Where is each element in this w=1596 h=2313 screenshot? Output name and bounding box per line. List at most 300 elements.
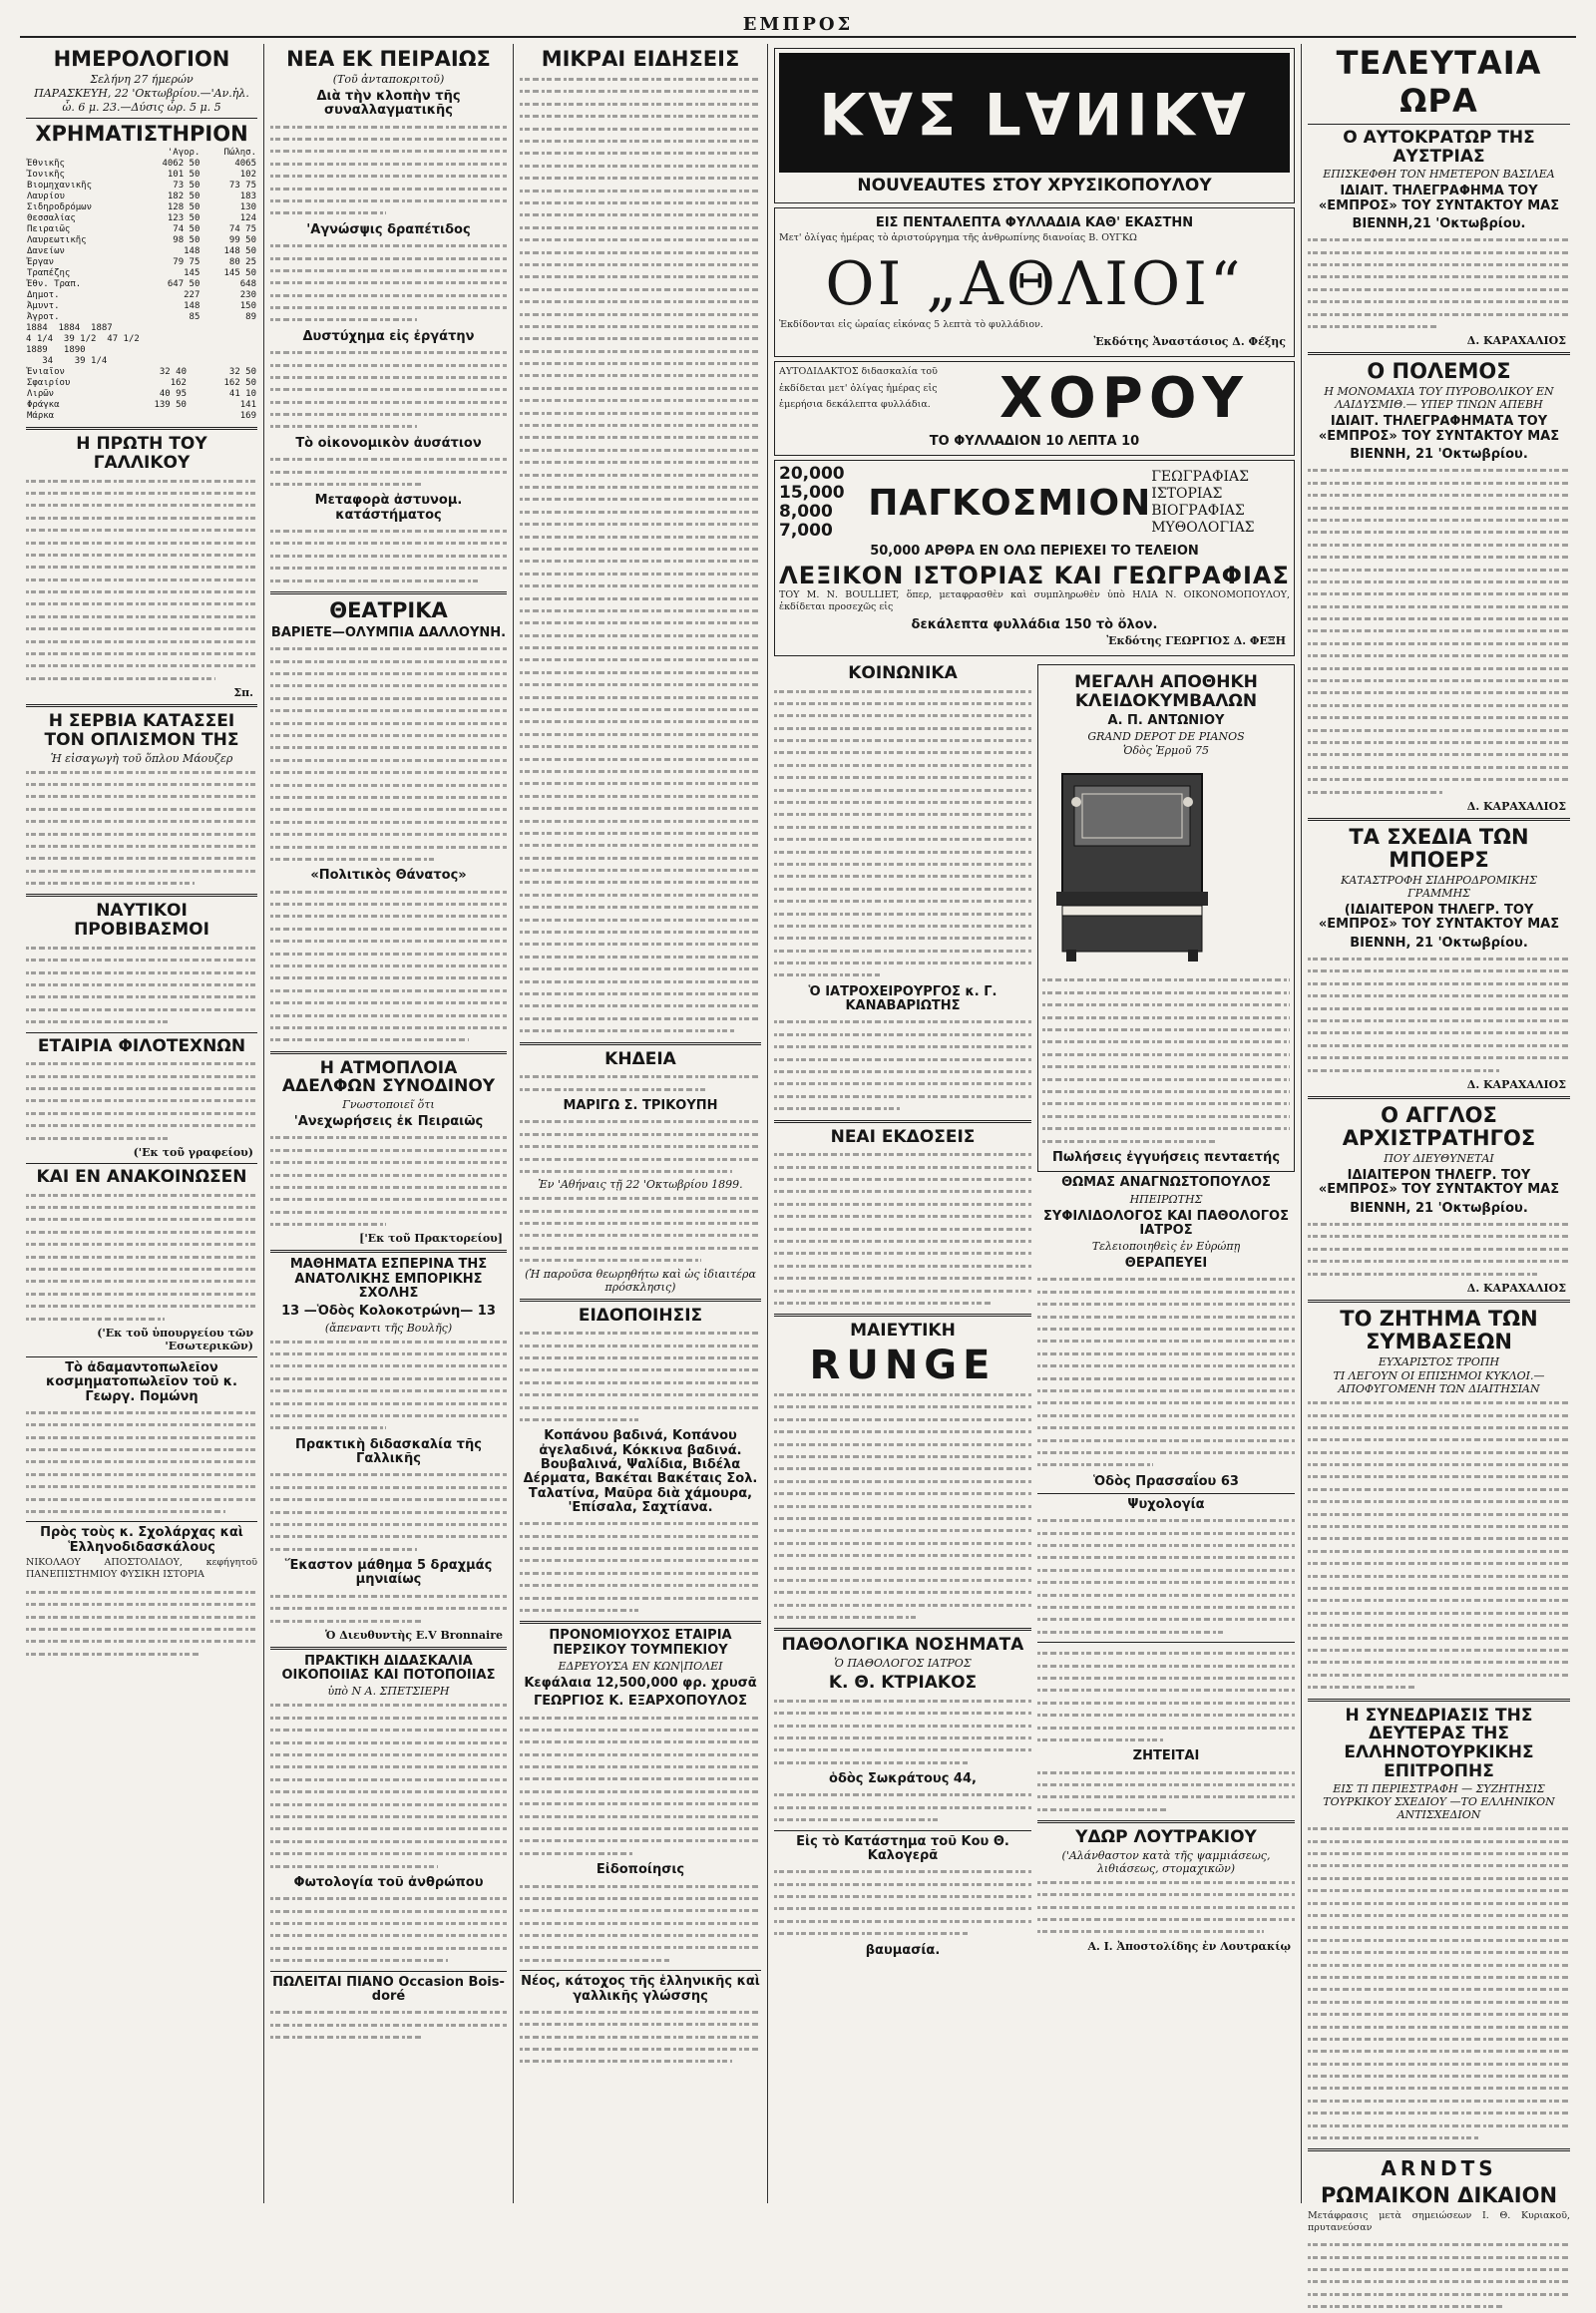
article-title: Ο ΠΟΛΕΜΟΣ (1367, 359, 1511, 384)
article-lead: Πρὸς τοὺς κ. Σχολάρχας καὶ Ἑλληνοδιδασκάλους (40, 1525, 243, 1555)
text-line (26, 766, 257, 778)
text-line (520, 110, 761, 122)
text-line (520, 951, 761, 963)
text-line (270, 383, 507, 395)
text-line (774, 1210, 1031, 1222)
text-line (774, 1524, 1031, 1536)
exchange-name: Λαυρεωτικῆς (27, 235, 87, 246)
text-line (26, 524, 257, 536)
ad-lexicon (774, 460, 1295, 655)
ad-subhead: ΠΩΛΕΙΤΑΙ ΠΙΑΝΟ Occasion Bois-doré (272, 1974, 505, 2004)
text-line (26, 1288, 257, 1300)
text-line (520, 1229, 761, 1241)
text-line (520, 246, 761, 258)
text-line (520, 1024, 734, 1036)
text-line (270, 1892, 507, 1904)
text-line (1037, 1458, 1153, 1470)
exchange-value: 145 50 (223, 268, 256, 279)
text-line (520, 345, 761, 357)
article-body (1308, 953, 1570, 1076)
text-line (1308, 1644, 1570, 1656)
text-line (270, 667, 507, 679)
article-title: ΤΑ ΣΧΕΔΙΑ ΤΩΝ ΜΠΟΕΡΣ (1349, 824, 1529, 873)
deceased-name: ΜΑΡΙΓΩ Σ. ΤΡΙΚΟΥΠΗ (563, 1098, 718, 1114)
text-line (520, 1413, 638, 1425)
text-line (26, 954, 257, 965)
text-line (1308, 786, 1444, 798)
text-line (270, 346, 507, 358)
ad-subtitle: (ἄπεναντι τῆς Βουλῆς) (324, 1321, 453, 1335)
text-line (26, 840, 257, 852)
text-line (774, 1425, 1031, 1437)
exchange-value: 101 50 (167, 170, 200, 181)
text-line (26, 1094, 257, 1106)
exchange-value: 41 10 (228, 389, 256, 400)
article-subhead: Ὁ ΙΑΤΡΟΧΕΙΡΟΥΡΓΟΣ κ. Γ. ΚΑΝΑΒΑΡΙΩΤΗΣ (808, 983, 998, 1014)
text-line (1308, 320, 1436, 332)
text-line (520, 1822, 761, 1834)
text-line (26, 585, 257, 597)
text-line (774, 1462, 1031, 1474)
text-line (774, 945, 1031, 957)
text-line (774, 1512, 1031, 1524)
telegram-date: ΒΙΕΝΝΗ,21 'Οκτωβρίου. (1352, 215, 1526, 231)
ad-subhead: Ἕκαστον μάθημα 5 δραχμάς μηνιαίως (284, 1558, 493, 1588)
ad-subhead: ΖΗΤΕΙΤΑΙ (1132, 1748, 1200, 1764)
article-body (1308, 233, 1570, 332)
text-line (520, 1217, 761, 1229)
text-line (270, 206, 386, 218)
text-line (270, 1760, 507, 1772)
text-line (520, 444, 761, 456)
ad-body (270, 1336, 507, 1434)
text-line (1308, 2008, 1570, 2020)
article-title: ΝΕΑΙ ΕΚΔΟΣΕΙΣ (830, 1126, 976, 1147)
article-body (774, 1148, 1031, 1309)
text-line (270, 704, 507, 716)
text-line (520, 975, 761, 987)
text-line (774, 709, 1031, 721)
text-line (520, 1592, 761, 1604)
article-subhead: ΒΑΡΙΕΤΕ—ΟΛΥΜΠΙΑ ΔΑΛΛΟΥΝΗ. (270, 624, 507, 640)
text-line (520, 1115, 761, 1127)
ad-caption: NOUVEAUTES ΣΤΟΥ ΧΡΥΣΙΚΟΠΟΥΛΟΥ (857, 176, 1212, 195)
article-title: ΝΕΑ ΕΚ ΠΕΙΡΑΙΩΣ (286, 47, 491, 71)
text-line (520, 172, 761, 184)
exchange-value: 89 (245, 312, 256, 323)
exchange-name: Ἀμυντ. (27, 301, 60, 312)
text-line (1308, 1822, 1570, 1834)
article-title: ΤΟ ΖΗΤΗΜΑ ΤΩΝ ΣΥΜΒΑΣΕΩΝ (1340, 1306, 1538, 1354)
article-subhead: 'Αγνώσψις δραπέτιδος (306, 221, 471, 237)
ad-author: ΤΟΥ Μ. Ν. BOULLIET, ὅπερ, μεταφρασθὲν καὶ συμπληρωθὲν ὑπὸ ΗΛΙΑ Ν. ΟΙΚΟΝΟΜΟΠΟΥΛΟΥ, ἐκδίδεται προσεχῶς εἰς (779, 588, 1290, 613)
text-line (26, 512, 257, 524)
text-line (774, 908, 1031, 920)
text-line (520, 332, 761, 344)
exchange-extra-line: 4 1/4 39 1/2 47 1/2 (26, 334, 140, 345)
ad-subtitle: ΗΠΕΙΡΩΤΗΣ (1129, 1192, 1203, 1206)
text-line (520, 703, 761, 715)
text-line (1308, 2033, 1570, 2045)
ad-body (774, 1388, 1031, 1623)
text-line (520, 85, 761, 97)
text-line (270, 1131, 507, 1143)
article-subtitle: ΠΟΥ ΔΙΕΥΘΥΝΕΤΑΙ (1384, 1152, 1494, 1166)
ad-topic: ΒΙΟΓΡΑΦΙΑΣ (1151, 503, 1245, 520)
text-line (1037, 1876, 1295, 1888)
article-body (270, 525, 507, 586)
text-line (1308, 1619, 1570, 1631)
text-line (1308, 600, 1570, 612)
text-line (774, 1732, 1031, 1743)
text-line (1308, 1508, 1570, 1520)
text-line (1037, 1888, 1295, 1900)
text-line (1037, 1601, 1295, 1613)
exchange-value: 74 50 (173, 224, 200, 235)
text-line (270, 420, 417, 432)
ad-title: ΜΕΓΑΛΗ ΑΠΟΘΗΚΗ ΚΛΕΙΔΟΚΥΜΒΑΛΩΝ (1074, 671, 1258, 711)
text-line (1037, 1348, 1295, 1359)
exchange-value: 162 50 (223, 378, 256, 389)
text-line (520, 518, 761, 530)
text-line (270, 2031, 422, 2043)
article-title: ΚΗΔΕΙΑ (604, 1048, 676, 1069)
text-line (270, 1822, 507, 1834)
exchange-row (26, 202, 257, 213)
ad-line: ἑμερήσια δεκάλεπτα φυλλάδια. (779, 398, 931, 410)
deaths-date: Ἐν 'Αθήναις τῇ 22 'Οκτωβρίου 1899. (538, 1178, 743, 1192)
article-title: ΕΤΑΙΡΙΑ ΦΙΛΟΤΕΧΝΩΝ (37, 1035, 246, 1056)
text-line (26, 1493, 257, 1505)
text-line (520, 629, 761, 641)
text-line (26, 942, 257, 954)
text-line (1037, 1766, 1295, 1778)
text-line (774, 1185, 1031, 1197)
text-line (26, 1201, 257, 1213)
article-title: Ο ΑΓΓΛΟΣ ΑΡΧΙΣΤΡΑΤΗΓΟΣ (1342, 1102, 1536, 1150)
article-body (26, 1586, 257, 1660)
text-line (1037, 1551, 1295, 1563)
exchange-value: 73 75 (228, 181, 256, 192)
text-line (270, 1942, 507, 1954)
text-line (520, 1517, 761, 1529)
text-line (270, 1421, 386, 1433)
text-line (1037, 1576, 1295, 1588)
text-line (270, 575, 479, 586)
article-body (774, 1015, 1031, 1114)
ad-subhead: Πρακτικὴ διδασκαλία τῆς Γαλλικῆς (295, 1436, 482, 1467)
text-line (26, 1082, 257, 1094)
text-line (1308, 1255, 1570, 1267)
exchange-name: Ἑνιαῖον (27, 367, 65, 378)
text-line (26, 1598, 257, 1610)
text-line (270, 729, 507, 741)
text-line (1308, 1897, 1570, 1909)
text-line (1042, 1122, 1290, 1134)
text-line (520, 616, 761, 628)
text-line (26, 622, 257, 634)
text-line (270, 453, 507, 465)
text-line (1308, 2107, 1570, 2119)
text-line (270, 264, 507, 276)
text-line (1037, 1564, 1295, 1576)
text-line (774, 746, 1031, 758)
exchange-row (26, 213, 257, 224)
text-line (26, 990, 257, 1002)
text-line (26, 574, 257, 585)
exchange-value: 73 50 (173, 181, 200, 192)
exchange-value: 183 (239, 192, 256, 202)
text-line (520, 283, 761, 295)
ad-subtitle: ὑπὸ Ν Α. ΣΠΕΤΣΙΕΡΗ (327, 1685, 450, 1699)
exchange-value: 145 (184, 268, 200, 279)
text-line (270, 1033, 469, 1045)
text-line (270, 886, 507, 898)
text-line (1037, 1514, 1295, 1526)
text-line (520, 999, 761, 1011)
exchange-value: 647 50 (167, 279, 200, 290)
ad-number: 8,000 (779, 502, 833, 523)
text-line (1042, 1060, 1290, 1072)
text-line (520, 1929, 761, 1941)
ad-depot: GRAND DEPOT DE PIANOS (1087, 730, 1245, 744)
text-line (774, 1272, 1031, 1284)
article-body (1308, 1218, 1570, 1280)
text-line (270, 1602, 507, 1614)
ad-line: ἐκδίδεται μετ' ὀλίγας ἡμέρας εἰς (779, 382, 938, 394)
ad-signature: Ἐκδότης Ἀναστάσιος Δ. Φέξης (1093, 335, 1286, 349)
article-subtitle: ΕΠΙΣΚΕΦΘΗ ΤΟΝ ΗΜΕΤΕΡΟΝ ΒΑΣΙΛΕΑ (1323, 168, 1555, 182)
text-line (1308, 711, 1570, 723)
text-line (520, 1376, 761, 1388)
text-line (26, 1623, 257, 1635)
ad-owner: Α. Π. ΑΝΤΩΝΙΟΥ (1107, 713, 1225, 729)
text-line (270, 1847, 507, 1859)
text-line (774, 1077, 1031, 1089)
text-line (1037, 1384, 1295, 1396)
text-line (1308, 1458, 1570, 1470)
exchange-name: Φράγκα (27, 400, 60, 411)
text-line (26, 1015, 170, 1027)
exchange-value: 80 25 (228, 257, 256, 268)
text-line (520, 790, 761, 802)
article-subhead: Τὸ οἰκονομικὸν ἀυσάτιον (295, 435, 482, 451)
exchange-value: 150 (239, 301, 256, 312)
article-body (26, 1406, 257, 1518)
text-line (520, 419, 761, 431)
article-subtitle: ΚΑΤΑΣΤΡΟΦΗ ΣΙΔΗΡΟΔΡΟΜΙΚΗΣ ΓΡΑΜΜΗΣ (1341, 874, 1537, 901)
text-line (270, 1336, 507, 1348)
text-line (520, 73, 761, 85)
text-line (520, 320, 761, 332)
text-line (520, 185, 761, 196)
ad-subtitle: Ὁ ΠΑΘΟΛΟΓΟΣ ΙΑΤΡΟΣ (834, 1657, 972, 1671)
text-line (520, 2043, 761, 2055)
ad-line: Ἐκδίδονται εἰς ὡραίας εἰκόνας 5 λεπτὰ τὸ φυλλάδιον. (779, 318, 1043, 330)
text-line (520, 369, 761, 381)
ad-number: 20,000 (779, 464, 845, 485)
text-line (26, 561, 257, 573)
exchange-row (26, 389, 257, 400)
text-line (26, 1418, 257, 1430)
text-line (270, 791, 507, 803)
text-line (520, 1797, 761, 1809)
exchange-row (26, 290, 257, 301)
exchange-value: 148 (184, 246, 200, 257)
text-line (270, 1021, 507, 1033)
text-line (1308, 1959, 1570, 1971)
text-line (520, 592, 761, 604)
text-line (1308, 1002, 1570, 1014)
text-line (1042, 1097, 1290, 1109)
text-line (26, 610, 257, 622)
text-line (774, 1040, 1031, 1052)
text-line (520, 1772, 761, 1784)
text-line (270, 971, 507, 983)
article-subhead: Διὰ τὴν κλοπὴν τῆς συναλλαγματικῆς (316, 89, 461, 119)
text-line (1308, 2263, 1570, 2275)
text-line (270, 766, 507, 778)
text-line (774, 1388, 1031, 1400)
text-line (520, 1810, 761, 1822)
text-line (774, 1902, 1031, 1914)
ad-subhead: Εἰς τὸ Κατάστημα τοῦ Κου Θ. Καλογερᾶ (796, 1833, 1009, 1863)
article-body (26, 475, 257, 685)
text-line (520, 1579, 761, 1591)
text-line (774, 1743, 1031, 1755)
text-line (270, 1409, 507, 1421)
exchange-row (26, 224, 257, 235)
ad-runge: RUNGE (809, 1343, 997, 1389)
text-line (1308, 1064, 1499, 1076)
text-line (270, 996, 507, 1008)
text-line (520, 728, 761, 740)
text-line (520, 666, 761, 678)
text-line (1042, 1011, 1290, 1023)
text-line (774, 1562, 1031, 1574)
text-line (1308, 308, 1570, 320)
text-line (1308, 1483, 1570, 1495)
text-line (520, 1388, 761, 1400)
ad-body (520, 2006, 761, 2068)
ad-topic: ΙΣΤΟΡΙΑΣ (1151, 486, 1223, 503)
article-body (270, 642, 507, 865)
text-line (1308, 1495, 1570, 1507)
exchange-value (118, 411, 188, 422)
text-line (520, 295, 761, 307)
article-signature: Δ. ΚΑΡΑΧΑΛΙΟΣ (1466, 1281, 1566, 1295)
text-line (774, 883, 1031, 895)
text-line (520, 876, 761, 888)
ad-body (270, 1590, 507, 1627)
text-line (270, 1384, 507, 1396)
ad-price: ΤΟ ΦΥΛΛΑΔΙΟΝ 10 ΛΕΠΤΑ 10 (929, 434, 1140, 450)
article-lead: Τὸ ἀδαμαντοπωλεῖον κοσμηματοπωλεῖον τοῦ κ. Γεωργ. Πομώνη (46, 1360, 237, 1404)
article-subtitle: ΤΙ ΛΕΓΟΥΝ ΟΙ ΕΠΙΣΗΜΟΙ ΚΥΚΛΟΙ.— ΑΠΟΦΥΓΟΜΕΝΗ ΤΩΝ ΔΙΑΙΤΗΣΙΑΝ (1333, 1369, 1545, 1396)
text-line (1308, 477, 1570, 489)
exchange-name: Δανείων (27, 246, 65, 257)
text-line (520, 2031, 761, 2043)
ad-signature: Ἐκδότης ΓΕΩΡΓΙΟΣ Δ. ΦΕΞΗ (1106, 633, 1286, 647)
exchange-name: Λαυρίου (27, 192, 65, 202)
text-line (1308, 295, 1570, 307)
ad-numbers (779, 465, 868, 541)
telegram-header: (ΙΔΙΑΙΤΕΡΟΝ ΤΗΛΕΓΡ. ΤΟΥ «ΕΜΠΡΟΣ» ΤΟΥ ΣΥΝΤΑΚΤΟΥ ΜΑΣ (1318, 903, 1560, 933)
text-line (520, 481, 761, 493)
article-body (520, 1327, 761, 1425)
text-line (1308, 686, 1570, 698)
text-line (1308, 1607, 1570, 1619)
text-line (1308, 551, 1570, 563)
text-line (774, 833, 1031, 845)
text-line (26, 672, 215, 684)
text-line (520, 889, 761, 901)
ad-signature: Ὁ Διευθυντὴς E.V Bronnaire (325, 1628, 503, 1642)
text-line (1308, 1446, 1570, 1458)
ad-athlioi (774, 207, 1295, 357)
text-line (520, 357, 761, 369)
text-line (774, 846, 1031, 858)
text-line (520, 456, 761, 468)
text-line (520, 852, 761, 864)
text-line (270, 1929, 507, 1941)
text-line (26, 1003, 257, 1015)
ad-pianos (1037, 664, 1295, 1172)
text-line (520, 1192, 761, 1204)
ad-body (520, 1880, 761, 1967)
article-subhead: Δυστύχημα εἰς ἐργάτην (302, 328, 475, 344)
ad-logo: ΚΑΣ ΓΑΝΙΚΑ (779, 53, 1290, 173)
exchange-row (26, 367, 257, 378)
text-line (520, 864, 761, 876)
text-line (774, 1801, 1031, 1813)
ad-subtitle: ('Αλάνθαστον κατὰ τῆς ψαμμιάσεως, λιθιάσεως, στομαχικῶν) (1061, 1848, 1271, 1875)
text-line (26, 1300, 257, 1312)
text-line (774, 685, 1031, 697)
text-line (270, 923, 507, 935)
text-line (774, 932, 1031, 944)
text-line (774, 1574, 1031, 1586)
text-line (1308, 649, 1570, 661)
text-line (520, 1917, 761, 1929)
text-line (520, 98, 761, 110)
ad-title: ΠΡΟΝΟΜΙΟΥΧΟΣ ΕΤΑΙΡΙΑ ΠΕΡΣΙΚΟΥ ΤΟΥΜΠΕΚΙΟΥ (549, 1628, 732, 1658)
article-text: ΝΙΚΟΛΑΟΥ ΑΠΟΣΤΟΛΙΔΟΥ, κεφήγητοῦ ΠΑΝΕΠΙΣΤΗΜΙΟΥ ΦΥΣΙΚΗ ΙΣΤΟΡΙΑ (26, 1557, 257, 1581)
text-line (520, 531, 761, 543)
ad-title: ΘΩΜΑΣ ΑΝΑΓΝΩΣΤΟΠΟΥΛΟΣ (1061, 1175, 1271, 1191)
text-line (270, 359, 507, 371)
exchange-value: 148 (184, 301, 200, 312)
text-line (774, 1915, 1031, 1927)
notice-head: Νέος, κάτοχος τῆς ἑλληνικῆς καὶ γαλλικῆς γλώσσης (521, 1974, 760, 2004)
text-line (520, 147, 761, 159)
text-line (774, 1720, 1031, 1732)
text-line (1308, 1268, 1538, 1280)
ad-body (1037, 1876, 1295, 1938)
text-line (520, 394, 761, 406)
text-line (26, 487, 257, 499)
text-line (1037, 1286, 1295, 1298)
article-signature: ('Εκ τοῦ γραφείου) (133, 1146, 253, 1160)
text-line (774, 870, 1031, 882)
text-line (1037, 1722, 1295, 1734)
text-line (26, 778, 257, 790)
text-line (520, 1567, 761, 1579)
text-line (520, 1604, 638, 1616)
text-line (270, 642, 507, 654)
article-body (26, 766, 257, 890)
text-line (270, 741, 507, 753)
